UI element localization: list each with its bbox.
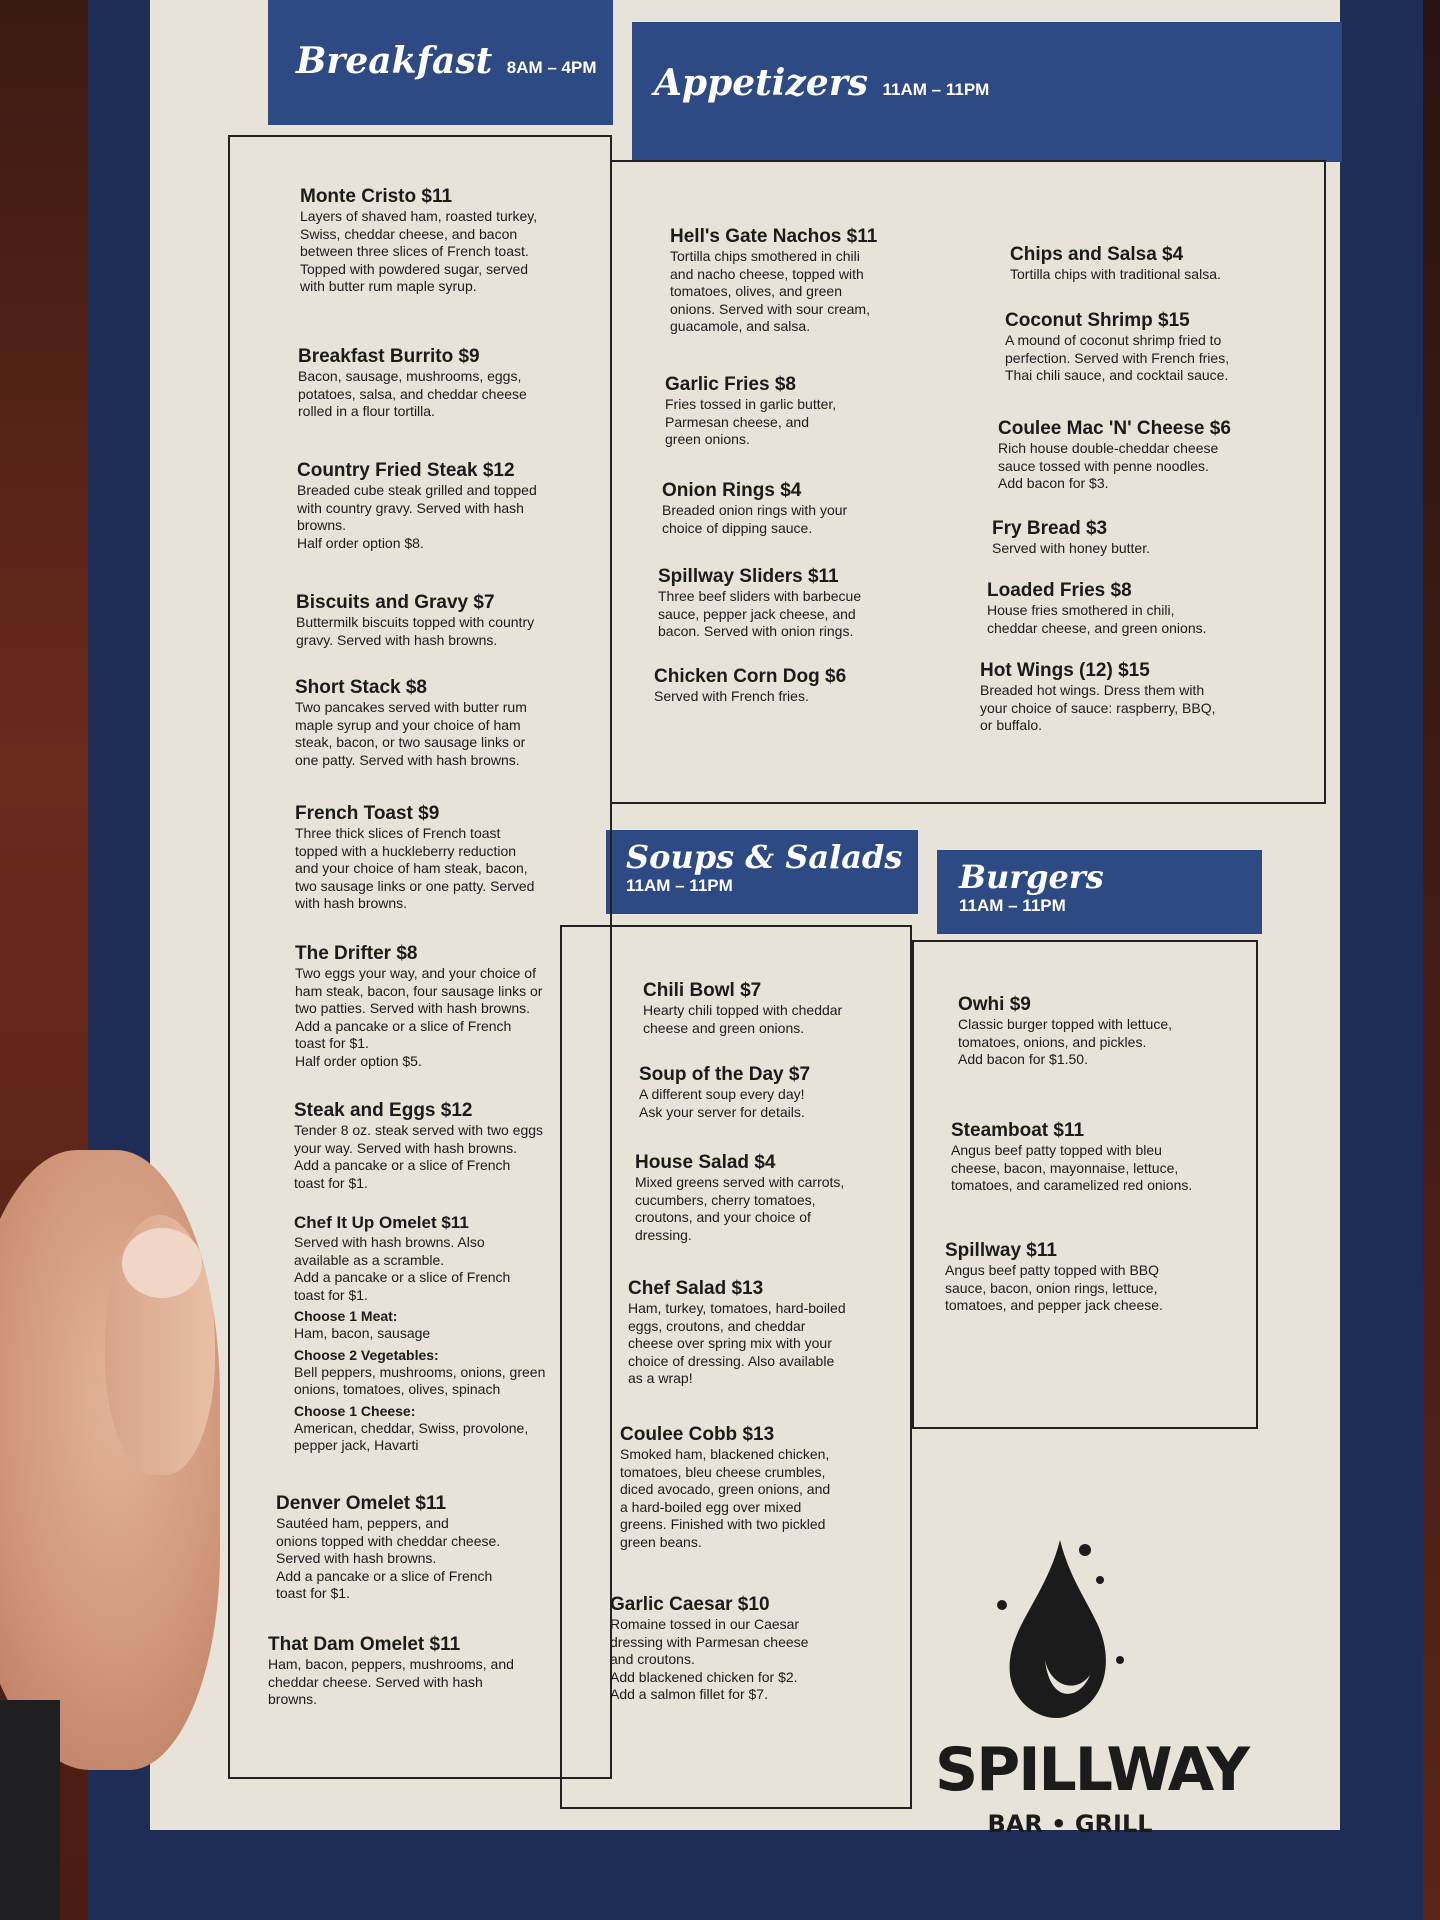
menu-item	[295, 677, 595, 769]
item-name: Country Fried Steak $12	[297, 460, 515, 481]
menu-item	[670, 226, 970, 336]
menu-item	[276, 1493, 586, 1603]
item-description: Fries tossed in garlic butter, Parmesan cheese, and green onions.	[665, 396, 837, 447]
item-description: Buttermilk biscuits topped with country gravy. Served with hash browns.	[296, 614, 535, 648]
sleeve	[0, 1700, 60, 1920]
item-name: Fry Bread $3	[992, 518, 1108, 539]
item-description: Breaded cube steak grilled and topped with country gravy. Served with hash browns. Half order option $8.	[297, 482, 537, 551]
item-name: Onion Rings $4	[662, 480, 802, 501]
breakfast-band	[268, 0, 613, 125]
item-name: Chili Bowl $7	[643, 980, 762, 1001]
menu-item	[268, 1634, 588, 1709]
item-name: Spillway Sliders $11	[658, 566, 839, 587]
item-name: French Toast $9	[295, 803, 440, 824]
menu-item	[987, 580, 1287, 637]
soups-band	[606, 830, 918, 914]
item-name: Hot Wings (12) $15	[980, 660, 1150, 681]
item-description: Ham, turkey, tomatoes, hard-boiled eggs, croutons, and cheddar cheese over spring mix with your choice of dressing. Also available as a wrap!	[628, 1300, 846, 1386]
item-name: Breakfast Burrito $9	[298, 346, 480, 367]
menu-item	[294, 1212, 594, 1455]
burgers-band	[937, 850, 1262, 934]
soups-hours: 11AM – 11PM	[626, 876, 733, 895]
item-description: Classic burger topped with lettuce, tomatoes, onions, and pickles. Add bacon for $1.50.	[958, 1016, 1172, 1067]
item-description: Breaded hot wings. Dress them with your choice of sauce: raspberry, BBQ, or buffalo.	[980, 682, 1216, 733]
item-name: Coulee Cobb $13	[620, 1424, 775, 1445]
item-name: Hell's Gate Nachos $11	[670, 226, 878, 247]
menu-item	[658, 566, 958, 641]
item-description: Smoked ham, blackened chicken, tomatoes, bleu cheese crumbles, diced avocado, green onions, and a hard-boiled egg over mixed greens. Finished with two pickled green beans.	[620, 1446, 831, 1550]
item-description: Bacon, sausage, mushrooms, eggs, potatoes, salsa, and cheddar cheese rolled in a flour tortilla.	[298, 368, 527, 419]
menu-item	[295, 803, 595, 913]
burgers-hours: 11AM – 11PM	[959, 896, 1066, 915]
item-name: Garlic Fries $8	[665, 374, 796, 395]
logo-wordmark: SPILLWAY	[935, 1735, 1248, 1805]
menu-item	[297, 460, 597, 552]
item-description: Two pancakes served with butter rum maple syrup and your choice of ham steak, bacon, or two sausage links or one patty. Served with hash browns.	[295, 699, 527, 768]
item-name: Spillway $11	[945, 1240, 1057, 1261]
item-name: Steak and Eggs $12	[294, 1100, 473, 1121]
item-description: Two eggs your way, and your choice of ham steak, bacon, four sausage links or two patties. Served with hash browns. Add a pancake or a slice of French toast for $1. Half order option $5.	[295, 965, 543, 1069]
menu-item	[662, 480, 962, 537]
item-name: Loaded Fries $8	[987, 580, 1132, 601]
menu-item	[980, 660, 1290, 735]
item-description: Hearty chili topped with cheddar cheese and green onions.	[643, 1002, 843, 1036]
item-description: Three thick slices of French toast topped with a huckleberry reduction and your choice of ham steak, bacon, two sausage links or one patty. Served with hash browns.	[295, 825, 535, 911]
menu-item	[628, 1278, 888, 1388]
menu-item	[620, 1424, 885, 1551]
item-name: Monte Cristo $11	[300, 186, 453, 207]
item-description: Mixed greens served with carrots, cucumbers, cherry tomatoes, croutons, and your choice of dressing.	[635, 1174, 845, 1243]
item-description: Tortilla chips with traditional salsa.	[1010, 266, 1221, 282]
thumbnail	[122, 1228, 202, 1298]
item-description: Breaded onion rings with your choice of dipping sauce.	[662, 502, 848, 536]
item-description: A mound of coconut shrimp fried to perfection. Served with French fries, Thai chili sauce, and cocktail sauce.	[1005, 332, 1230, 383]
menu-item	[639, 1064, 894, 1121]
item-description: Served with hash browns. Also available as a scramble. Add a pancake or a slice of French toast for $1.	[294, 1234, 511, 1303]
item-name: Denver Omelet $11	[276, 1493, 447, 1514]
item-name: That Dam Omelet $11	[268, 1634, 461, 1655]
menu-item	[1005, 310, 1310, 385]
item-name: House Salad $4	[635, 1152, 776, 1173]
item-description: A different soup every day! Ask your server for details.	[639, 1086, 805, 1120]
item-name: Biscuits and Gravy $7	[296, 592, 495, 613]
menu-item	[635, 1152, 890, 1244]
item-name: Owhi $9	[958, 994, 1031, 1015]
item-name: Short Stack $8	[295, 677, 427, 698]
item-description: Layers of shaved ham, roasted turkey, Swiss, cheddar cheese, and bacon between three slices of French toast. Topped with powdered sugar, served with butter rum maple syrup.	[300, 208, 538, 294]
item-name: Soup of the Day $7	[639, 1064, 811, 1085]
item-description: House fries smothered in chili, cheddar cheese, and green onions.	[987, 602, 1207, 636]
omelet-choice-heading: Choose 1 Cheese:	[294, 1402, 416, 1419]
item-description: Rich house double-cheddar cheese sauce tossed with penne noodles. Add bacon for $3.	[998, 440, 1219, 491]
item-description: Served with French fries.	[654, 688, 809, 704]
item-description: Sautéed ham, peppers, and onions topped with cheddar cheese. Served with hash browns. Add a pancake or a slice of French toast for $1.	[276, 1515, 501, 1601]
omelet-choice-options: American, cheddar, Swiss, provolone, pepper jack, Havarti	[294, 1419, 529, 1453]
item-description: Romaine tossed in our Caesar dressing with Parmesan cheese and croutons. Add blackened chicken for $2. Add a salmon fillet for $7.	[610, 1616, 809, 1702]
menu-item	[300, 186, 600, 296]
logo-subtitle: BAR • GRILL	[987, 1810, 1153, 1838]
menu-item	[958, 994, 1243, 1069]
item-name: Steamboat $11	[951, 1120, 1085, 1141]
menu-item	[298, 346, 598, 421]
menu-item	[294, 1100, 594, 1192]
appetizers-band	[632, 22, 1342, 162]
menu-item	[610, 1594, 880, 1704]
menu-item	[992, 518, 1292, 558]
burgers-title: Burgers	[959, 858, 1104, 896]
item-description: Served with honey butter.	[992, 540, 1150, 556]
item-name: Chips and Salsa $4	[1010, 244, 1184, 265]
menu-item	[643, 980, 898, 1037]
item-name: Chef It Up Omelet $11	[294, 1213, 469, 1232]
omelet-choice-heading: Choose 2 Vegetables:	[294, 1346, 439, 1363]
menu-item	[295, 943, 595, 1070]
item-name: Garlic Caesar $10	[610, 1594, 770, 1615]
omelet-choice-heading: Choose 1 Meat:	[294, 1308, 398, 1324]
item-description: Angus beef patty topped with BBQ sauce, bacon, onion rings, lettuce, tomatoes, and pepper jack cheese.	[945, 1262, 1163, 1313]
breakfast-title: Breakfast	[296, 40, 493, 82]
menu-item	[1010, 244, 1310, 284]
item-name: Chicken Corn Dog $6	[654, 666, 847, 687]
breakfast-hours: 8AM – 4PM	[506, 58, 597, 77]
item-name: Coconut Shrimp $15	[1005, 310, 1190, 331]
water-drop-logo-icon	[990, 1510, 1130, 1730]
menu-item	[665, 374, 965, 449]
omelet-choice-options: Ham, bacon, sausage	[294, 1325, 431, 1341]
menu-item	[998, 418, 1308, 493]
item-description: Ham, bacon, peppers, mushrooms, and cheddar cheese. Served with hash browns.	[268, 1656, 514, 1707]
item-name: Coulee Mac 'N' Cheese $6	[998, 418, 1231, 439]
menu-item	[654, 666, 954, 706]
appetizers-title: Appetizers	[654, 62, 869, 104]
item-description: Tender 8 oz. steak served with two eggs your way. Served with hash browns. Add a pancake or a slice of French toast for $1.	[294, 1122, 544, 1191]
item-description: Tortilla chips smothered in chili and nacho cheese, topped with tomatoes, olives, and green onions. Served with sour cream, guacamole, and salsa.	[670, 248, 870, 334]
item-description: Three beef sliders with barbecue sauce, pepper jack cheese, and bacon. Served with onion rings.	[658, 588, 862, 639]
menu-item	[296, 592, 596, 649]
menu-item	[951, 1120, 1241, 1195]
soups-title: Soups & Salads	[626, 838, 903, 876]
item-name: Chef Salad $13	[628, 1278, 764, 1299]
appetizers-hours: 11AM – 11PM	[882, 80, 990, 99]
omelet-choice-options: Bell peppers, mushrooms, onions, green onions, tomatoes, olives, spinach	[294, 1363, 546, 1397]
item-name: The Drifter $8	[295, 943, 418, 964]
item-description: Angus beef patty topped with bleu cheese, bacon, mayonnaise, lettuce, tomatoes, and caramelized red onions.	[951, 1142, 1193, 1193]
menu-item	[945, 1240, 1240, 1315]
